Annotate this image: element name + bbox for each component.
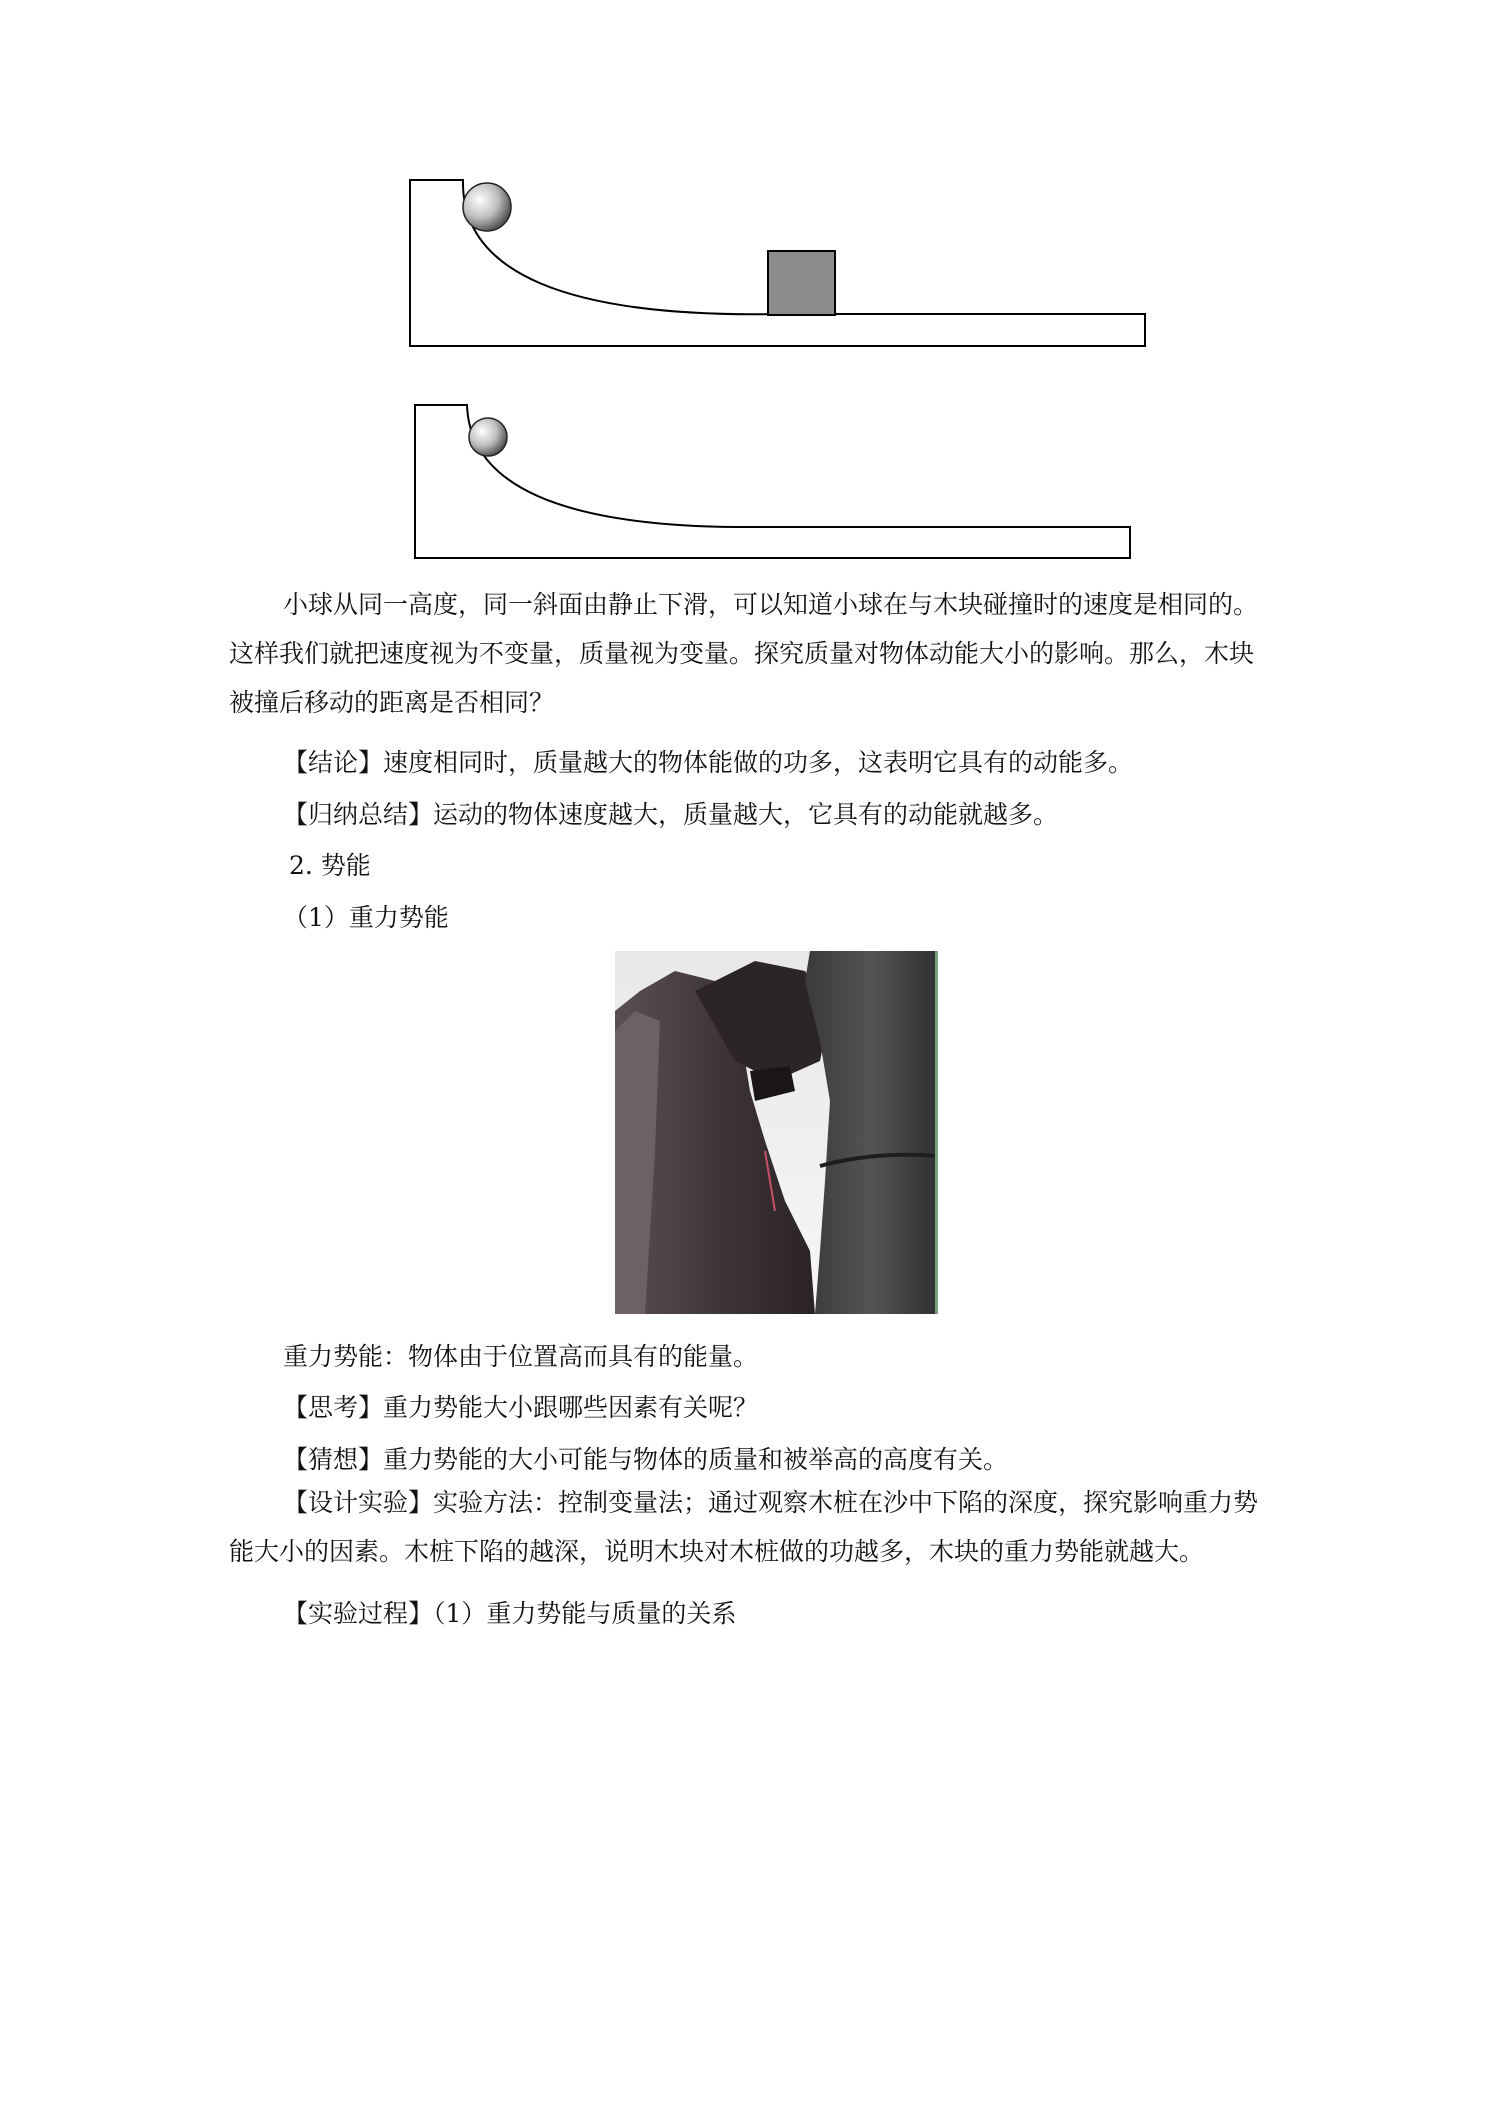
definition-line: 重力势能：物体由于位置高而具有的能量。 — [283, 1342, 759, 1371]
summary-line: 【归纳总结】运动的物体速度越大，质量越大，它具有的动能就越多。 — [283, 800, 1059, 829]
paragraph-speed-constant: 小球从同一高度，同一斜面由静止下滑，可以知道小球在与木块碰撞时的速度是相同的。这样我们就把速度视为不变量，质量视为变量。探究质量对物体动能大小的影响。那么，木块被撞后移动的距离是否相同？ — [229, 590, 1259, 717]
think-line: 【思考】重力势能大小跟哪些因素有关呢？ — [283, 1393, 759, 1422]
conclusion-line: 【结论】速度相同时，质量越大的物体能做的功多，这表明它具有的动能多。 — [283, 748, 1134, 777]
subsection-gravitational-potential: （1）重力势能 — [283, 903, 449, 932]
ball — [469, 418, 507, 456]
ramp-diagram-top — [400, 170, 1160, 352]
guess-line: 【猜想】重力势能的大小可能与物体的质量和被举高的高度有关。 — [283, 1445, 1009, 1474]
stone-forest-photo — [615, 951, 938, 1314]
ball — [463, 183, 511, 231]
wooden-block — [768, 251, 835, 315]
design-experiment-paragraph: 【设计实验】实验方法：控制变量法；通过观察木桩在沙中下陷的深度，探究影响重力势能大小的因素。木桩下陷的越深，说明木块对木桩做的功越多，木块的重力势能就越大。 — [229, 1488, 1259, 1566]
ramp-outline — [415, 405, 1130, 558]
ramp-diagram-bottom — [407, 395, 1147, 577]
section-heading-potential-energy: 2. 势能 — [289, 851, 371, 880]
process-line: 【实验过程】（1）重力势能与质量的关系 — [283, 1599, 737, 1628]
